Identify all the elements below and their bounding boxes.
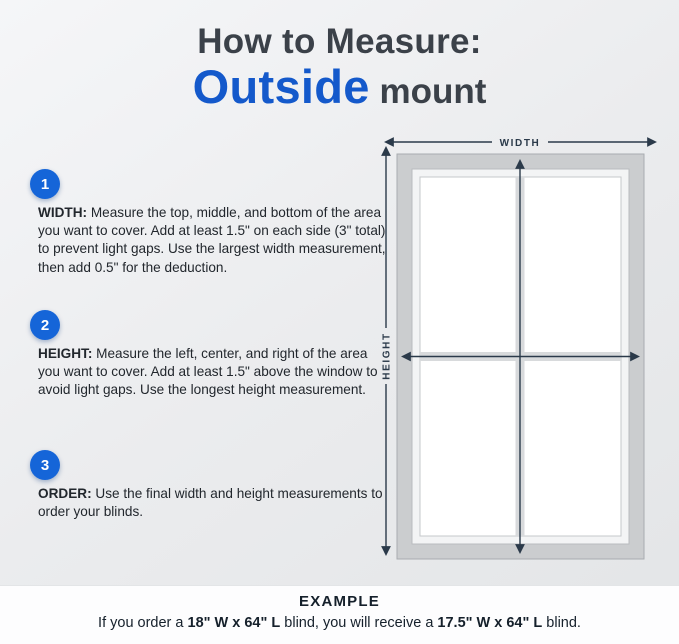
- title-accent-outside: Outside: [192, 60, 370, 113]
- step-1-text: [38, 204, 386, 277]
- step-1-badge: 1: [30, 169, 60, 199]
- example-ordered-size: 18" W x 64" L: [187, 615, 281, 631]
- example-prefix: If you order a: [98, 615, 188, 631]
- width-dimension-label: WIDTH: [499, 138, 541, 149]
- step-3-label: ORDER:: [38, 486, 92, 501]
- step-1-label: WIDTH:: [38, 205, 88, 220]
- example-heading: EXAMPLE: [299, 593, 380, 610]
- example-suffix: blind.: [542, 615, 581, 631]
- step-2-body: Measure the left, center, and right of the area you want to cover. Add at least 1.5" above the window to avoid light gaps. Use the longest height measurement.: [38, 346, 378, 398]
- title-line1: How to Measure:: [197, 22, 482, 61]
- title-rest-mount: mount: [369, 72, 487, 111]
- example-mid: blind, you will receive a: [280, 615, 438, 631]
- height-dimension-label: HEIGHT: [381, 332, 393, 380]
- window-diagram-svg: [372, 134, 667, 574]
- step-3-badge: 3: [30, 450, 60, 480]
- step-3-text: [38, 485, 386, 521]
- title-line2: [0, 62, 679, 124]
- step-2-label: HEIGHT:: [38, 346, 93, 361]
- step-3-body: Use the final width and height measurements to order your blinds.: [38, 486, 383, 520]
- step-1-body: Measure the top, middle, and bottom of the area you want to cover. Add at least 1.5" on each side (3" total) to prevent light gaps. Use the largest width measurement, then add 0.5" for the deduction.: [38, 205, 386, 275]
- window-diagram: [372, 134, 667, 574]
- example-sentence: [0, 615, 679, 631]
- page-title: [0, 22, 679, 124]
- step-2-text: [38, 345, 386, 400]
- example-section: [0, 585, 679, 644]
- step-2-badge: 2: [30, 310, 60, 340]
- example-received-size: 17.5" W x 64" L: [437, 615, 543, 631]
